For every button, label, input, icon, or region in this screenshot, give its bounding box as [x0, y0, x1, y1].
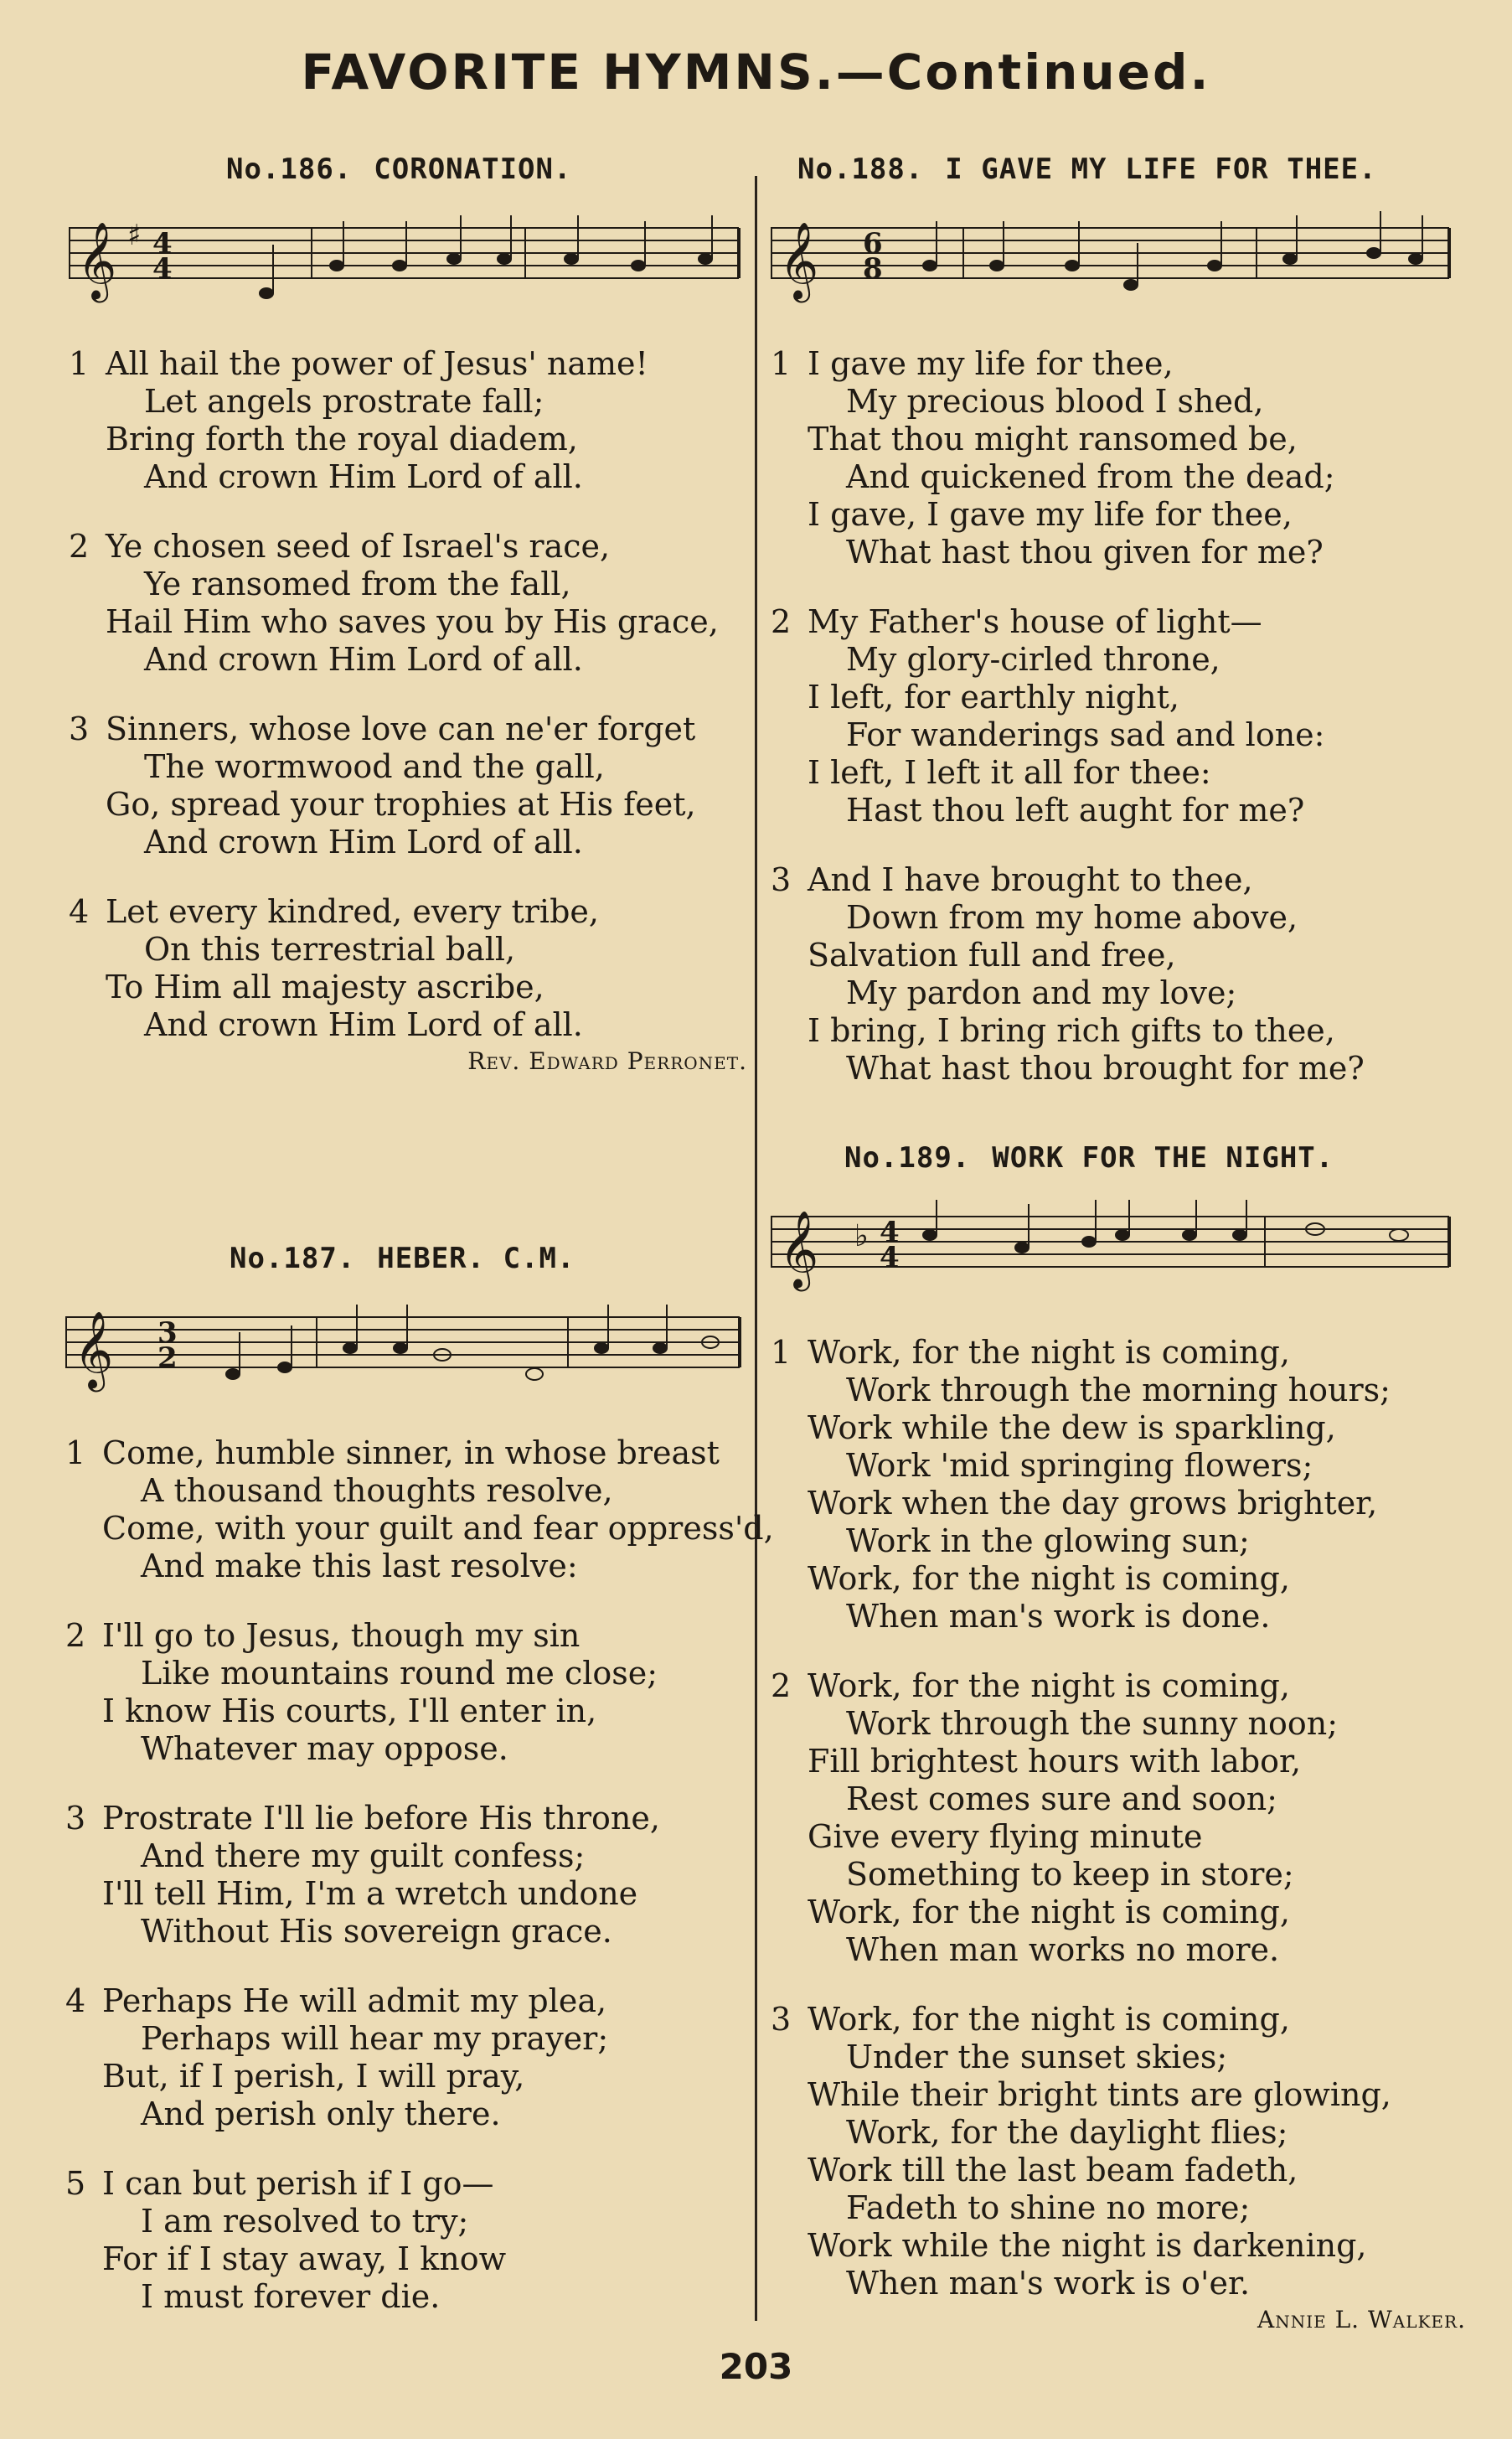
verse	[771, 1334, 1466, 1635]
verse-line: Come, humble sinner, in whose breast	[102, 1434, 720, 1471]
verse-line: I left, for earthly night,	[808, 679, 1179, 716]
verse	[65, 1982, 748, 2133]
verse-line: Work while the dew is sparkling,	[808, 1409, 1336, 1446]
verses	[771, 345, 1458, 1088]
verse-line: And quickened from the dead;	[846, 458, 1335, 495]
verse-line: Work through the sunny noon;	[846, 1705, 1339, 1742]
music-staff	[771, 211, 1458, 312]
verse-line: I'll tell Him, I'm a wretch undone	[102, 1875, 638, 1912]
verses	[65, 1434, 774, 2316]
verse-line: And perish only there.	[141, 2095, 501, 2132]
verse-number: 1	[771, 1334, 792, 1371]
verse-line: Fadeth to shine no more;	[846, 2189, 1251, 2226]
svg-text:𝄞: 𝄞	[77, 221, 117, 299]
hymn-name: I GAVE MY LIFE FOR THEE.	[945, 152, 1377, 186]
hymn-189	[771, 1141, 1466, 2333]
svg-text:♭: ♭	[854, 1218, 869, 1253]
svg-text:4: 4	[152, 252, 173, 286]
verses	[69, 345, 747, 1044]
svg-text:3: 3	[157, 1316, 178, 1350]
hymn-186	[69, 152, 747, 1075]
verse-line: Rest comes sure and soon;	[846, 1780, 1277, 1817]
verse-line: Let every kindred, every tribe,	[106, 893, 599, 930]
page-number: 203	[719, 2346, 793, 2387]
svg-text:♯: ♯	[127, 219, 142, 252]
verse-line: Work till the last beam fadeth,	[808, 2152, 1298, 2188]
verse-number: 1	[771, 345, 792, 382]
verse-line: Come, with your guilt and fear oppress'd,	[102, 1510, 774, 1547]
svg-text:𝄞: 𝄞	[779, 221, 819, 299]
hymn-title	[65, 1242, 748, 1275]
music-staff	[69, 211, 747, 312]
verse	[69, 528, 747, 679]
verse-line: Give every flying minute	[808, 1818, 1203, 1855]
verse-line: I am resolved to try;	[141, 2203, 469, 2240]
verse-line: Go, spread your trophies at His feet,	[106, 786, 696, 823]
verse-line: A thousand thoughts resolve,	[141, 1472, 613, 1509]
verse-line: My Father's house of light—	[808, 603, 1262, 640]
hymn-name: HEBER. C.M.	[377, 1242, 575, 1275]
hymn-title	[771, 1141, 1466, 1175]
verse-line: What hast thou brought for me?	[846, 1050, 1365, 1087]
verse-line: While their bright tints are glowing,	[808, 2076, 1391, 2113]
verse-line: Without His sovereign grace.	[141, 1913, 612, 1950]
hymn-187	[65, 1242, 774, 2348]
hymn-author: Rev. Edward Perronet.	[467, 1047, 747, 1075]
verse-line: My precious blood I shed,	[846, 383, 1264, 420]
verse-line: Work when the day grows brighter,	[808, 1485, 1378, 1522]
verse-line: All hail the power of Jesus' name!	[106, 345, 648, 382]
svg-text:8: 8	[863, 252, 883, 286]
verse-line: Ye ransomed from the fall,	[144, 566, 571, 602]
verse-line: Whatever may oppose.	[141, 1730, 508, 1767]
verse-line: When man's work is o'er.	[846, 2265, 1251, 2302]
verse-line: When man works no more.	[846, 1931, 1280, 1968]
verse-number: 3	[69, 711, 90, 747]
verses	[771, 1334, 1466, 2302]
verse-number: 2	[65, 1617, 86, 1654]
verse-line: Work while the night is darkening,	[808, 2227, 1367, 2264]
verse-line: Perhaps will hear my prayer;	[141, 2020, 609, 2057]
verse-number: 2	[771, 1667, 792, 1704]
verse	[65, 1434, 774, 1585]
verse	[69, 893, 747, 1044]
verse	[771, 1667, 1466, 1969]
hymn-title	[69, 152, 747, 186]
verse-line: Like mountains round me close;	[141, 1655, 658, 1692]
svg-text:𝄞: 𝄞	[779, 1210, 819, 1288]
verse-line: Hail Him who saves you by His grace,	[106, 603, 719, 640]
verse	[65, 1800, 748, 1951]
svg-text:4: 4	[880, 1241, 900, 1274]
verse-line: But, if I perish, I will pray,	[102, 2058, 525, 2095]
verse-line: Work, for the night is coming,	[808, 2001, 1290, 2038]
verse-number: 2	[771, 603, 792, 640]
verse-line: I know His courts, I'll enter in,	[102, 1692, 597, 1729]
hymn-number: No.189.	[844, 1141, 971, 1175]
verse-line: Under the sunset skies;	[846, 2039, 1228, 2075]
verse-line: Work in the glowing sun;	[846, 1522, 1250, 1559]
verse	[69, 711, 747, 861]
verse-line: Perhaps He will admit my plea,	[102, 1982, 607, 2019]
verse-line: Work, for the night is coming,	[808, 1894, 1290, 1930]
verse-number: 3	[65, 1800, 86, 1837]
hymn-name: WORK FOR THE NIGHT.	[992, 1141, 1334, 1175]
verse-line: I gave my life for thee,	[808, 345, 1174, 382]
verse-line: The wormwood and the gall,	[144, 748, 605, 785]
verse-line: On this terrestrial ball,	[144, 931, 516, 968]
verse-line: Sinners, whose love can ne'er forget	[106, 711, 696, 747]
verse-number: 4	[65, 1982, 86, 2019]
verse-line: Salvation full and free,	[808, 937, 1176, 974]
verse-line: I gave, I gave my life for thee,	[808, 496, 1293, 533]
svg-text:4: 4	[152, 227, 173, 261]
verse-line: Down from my home above,	[846, 899, 1298, 936]
hymn-title	[771, 152, 1458, 186]
verse-number: 1	[65, 1434, 86, 1471]
verse-line: Work 'mid springing flowers;	[846, 1447, 1313, 1484]
verse-line: Work through the morning hours;	[846, 1372, 1391, 1408]
column-divider	[755, 176, 757, 2321]
verse-line: And make this last resolve:	[141, 1548, 578, 1584]
verse-line: Prostrate I'll lie before His throne,	[102, 1800, 660, 1837]
verse-number: 5	[65, 2165, 86, 2202]
verse-line: For if I stay away, I know	[102, 2240, 507, 2277]
verse-line: Something to keep in store;	[846, 1856, 1294, 1893]
verse-line: For wanderings sad and lone:	[846, 716, 1325, 753]
verse-line: I left, I left it all for thee:	[808, 754, 1211, 791]
verse-line: I can but perish if I go—	[102, 2165, 494, 2202]
verse	[771, 345, 1458, 571]
verse-line: And I have brought to thee,	[808, 861, 1253, 898]
hymn-188	[771, 152, 1458, 1119]
verse	[69, 345, 747, 496]
verse-line: Work, for the night is coming,	[808, 1560, 1290, 1597]
verse-line: My glory-cirled throne,	[846, 641, 1220, 678]
verse-line: What hast thou given for me?	[846, 534, 1324, 571]
svg-text:2: 2	[157, 1341, 178, 1375]
verse-number: 4	[69, 893, 90, 930]
verse-line: And crown Him Lord of all.	[144, 458, 583, 495]
verse-line: I must forever die.	[141, 2278, 441, 2315]
verse-line: Ye chosen seed of Israel's race,	[106, 528, 611, 565]
verse-line: Work, for the night is coming,	[808, 1667, 1290, 1704]
svg-text:6: 6	[863, 227, 883, 261]
music-staff	[771, 1200, 1466, 1300]
verse	[771, 2001, 1466, 2302]
svg-text:4: 4	[880, 1216, 900, 1249]
verse	[65, 1617, 748, 1768]
verse-line: Bring forth the royal diadem,	[106, 421, 578, 457]
verse-line: Work, for the daylight flies;	[846, 2114, 1288, 2151]
verse-line: That thou might ransomed be,	[808, 421, 1298, 457]
music-staff	[65, 1300, 748, 1401]
verse	[65, 2165, 748, 2316]
hymn-number: No.186.	[226, 152, 353, 186]
verse-number: 3	[771, 861, 792, 898]
svg-text:𝄞: 𝄞	[74, 1310, 114, 1388]
verse-line: And crown Him Lord of all.	[144, 824, 583, 860]
verse-number: 3	[771, 2001, 792, 2038]
verse-line: My pardon and my love;	[846, 974, 1237, 1011]
verse	[771, 861, 1458, 1088]
verse-line: And crown Him Lord of all.	[144, 1006, 583, 1043]
verse	[771, 603, 1458, 829]
hymn-name: CORONATION.	[374, 152, 572, 186]
verse-line: And there my guilt confess;	[141, 1837, 586, 1874]
hymn-number: No.187.	[230, 1242, 356, 1275]
page-title: FAVORITE HYMNS.—Continued.	[301, 44, 1211, 101]
verse-line: I bring, I bring rich gifts to thee,	[808, 1012, 1335, 1049]
verse-line: And crown Him Lord of all.	[144, 641, 583, 678]
hymn-author: Annie L. Walker.	[1257, 2306, 1466, 2333]
verse-number: 1	[69, 345, 90, 382]
verse-number: 2	[69, 528, 90, 565]
verse-line: Let angels prostrate fall;	[144, 383, 544, 420]
verse-line: When man's work is done.	[846, 1598, 1271, 1635]
verse-line: To Him all majesty ascribe,	[106, 969, 544, 1005]
verse-line: Hast thou left aught for me?	[846, 792, 1305, 829]
hymn-number: No.188.	[797, 152, 924, 186]
verse-line: Fill brightest hours with labor,	[808, 1743, 1302, 1780]
verse-line: I'll go to Jesus, though my sin	[102, 1617, 581, 1654]
verse-line: Work, for the night is coming,	[808, 1334, 1290, 1371]
